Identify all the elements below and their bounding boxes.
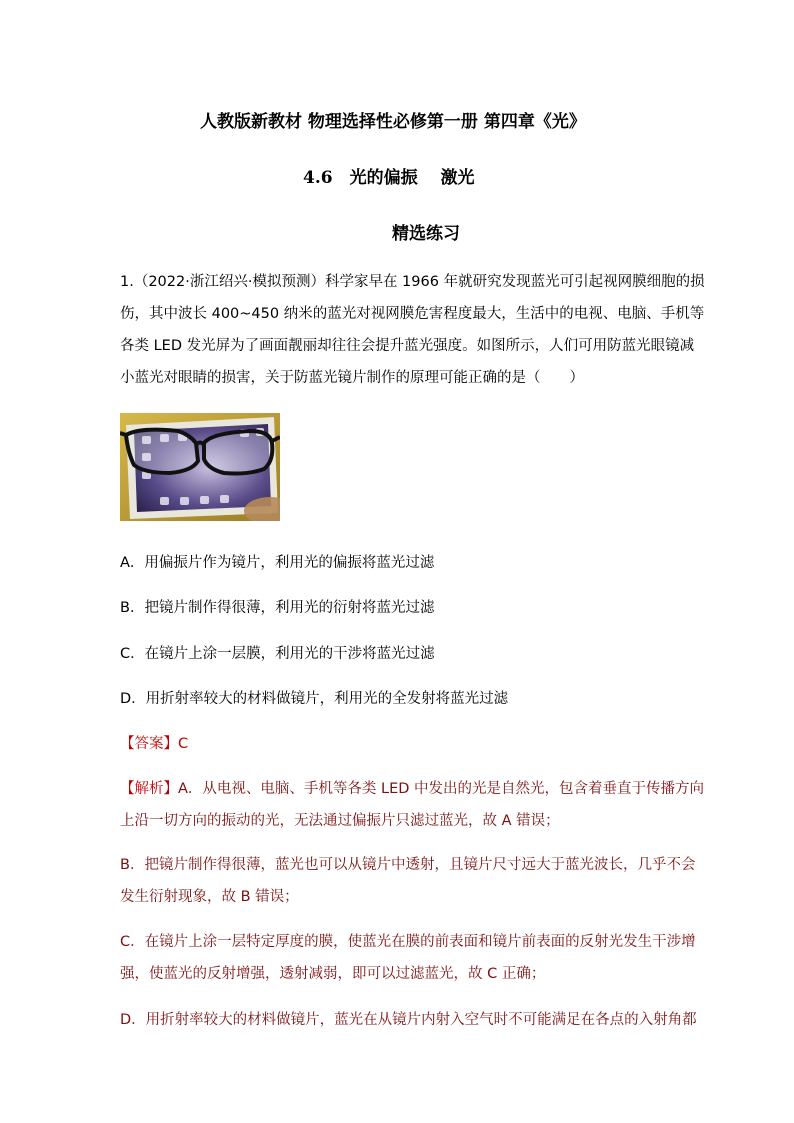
section-title: 4.6 光的偏振 激光 [303,168,475,188]
analysis-line: 上沿一切方向的振动的光，无法通过偏振片只滤过蓝光，故 A 错误； [120,813,560,829]
option-d: D．用折射率较大的材料做镜片，利用光的全发射将蓝光过滤 [120,691,509,707]
analysis-line: B．把镜片制作得很薄，蓝光也可以从镜片中透射，且镜片尺寸远大于蓝光波长，几乎不会 [120,857,696,873]
analysis-label: 【解析】 [120,781,178,797]
analysis-line [120,777,704,798]
exercise-title: 精选练习 [392,224,460,244]
question-line: 各类 LED 发光屏为了画面靓丽却往往会提升蓝光强度。如图所示，人们可用防蓝光眼镜减 [120,338,695,354]
photo-illustration [120,413,280,521]
analysis-line: D．用折射率较大的材料做镜片，蓝光在从镜片内射入空气时不可能满足在各点的入射角都 [120,1012,697,1028]
answer-value: C [178,736,189,752]
question-line: 小蓝光对眼睛的损害，关于防蓝光镜片制作的原理可能正确的是（ ） [120,370,584,386]
option-b: B．把镜片制作得很薄，利用光的衍射将蓝光过滤 [120,600,435,616]
answer [120,732,188,753]
option-c: C．在镜片上涂一层膜，利用光的干涉将蓝光过滤 [120,646,435,662]
analysis-text: A．从电视、电脑、手机等各类 LED 中发出的光是自然光，包含着垂直于传播方向 [178,781,705,797]
analysis-line: 发生衍射现象，故 B 错误； [120,889,299,905]
option-a: A．用偏振片作为镜片，利用光的偏振将蓝光过滤 [120,555,435,571]
tablet-with-glasses-photo [120,413,280,521]
analysis-line: C．在镜片上涂一层特定厚度的膜，使蓝光在膜的前表面和镜片前表面的反射光发生干涉增 [120,934,696,950]
question-line: 伤，其中波长 400~450 纳米的蓝光对视网膜危害程度最大，生活中的电视、电脑、手机等 [120,306,705,322]
analysis-line: 强，使蓝光的反射增强，透射减弱，即可以过滤蓝光，故 C 正确； [120,966,546,982]
question-line: 1.（2022·浙江绍兴·模拟预测）科学家早在 1966 年就研究发现蓝光可引起视网膜细胞的损 [120,274,705,290]
answer-label: 【答案】 [120,736,178,752]
document-title: 人教版新教材 物理选择性必修第一册 第四章《光》 [200,112,586,132]
